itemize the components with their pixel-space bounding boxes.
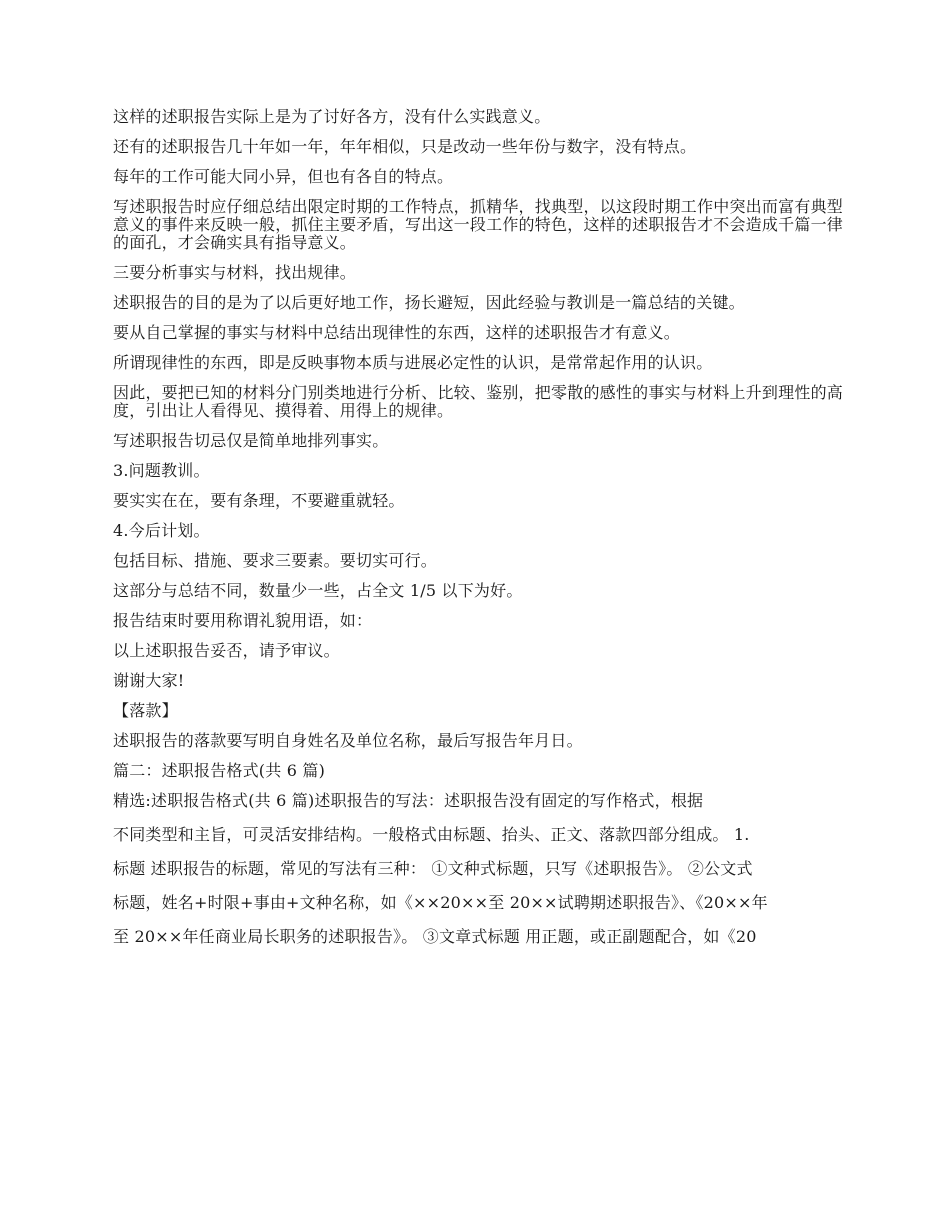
paragraph: 所谓现律性的东西，即是反映事物本质与进展必定性的认识，是常常起作用的认识。 <box>113 353 713 372</box>
section-heading: 4.今后计划。 <box>113 521 210 540</box>
paragraph: 因此，要把已知的材料分门别类地进行分析、比较、鉴别，把零散的感性的事实与材料上升到理性的高度，引出让人看得见、摸得着、用得上的规律。 <box>113 383 843 420</box>
paragraph: 写述职报告切忌仅是简单地排列事实。 <box>113 431 389 450</box>
section-heading: 3.问题教训。 <box>113 461 210 480</box>
paragraph: 至 20××年任商业局长职务的述职报告》。 ③文章式标题 用正题，或正副题配合，如《20 <box>113 927 757 946</box>
document-page <box>113 108 843 962</box>
paragraph: 谢谢大家! <box>113 671 185 690</box>
section-heading: 【落款】 <box>113 701 178 720</box>
paragraph: 还有的述职报告几十年如一年，年年相似，只是改动一些年份与数字，没有特点。 <box>113 137 697 156</box>
paragraph: 这样的述职报告实际上是为了讨好各方，没有什么实践意义。 <box>113 107 551 126</box>
paragraph: 这部分与总结不同，数量少一些，占全文 1/5 以下为好。 <box>113 581 523 600</box>
paragraph: 包括目标、措施、要求三要素。要切实可行。 <box>113 551 438 570</box>
paragraph: 以上述职报告妥否，请予审议。 <box>113 641 340 660</box>
paragraph: 精选:述职报告格式(共 6 篇)述职报告的写法：述职报告没有固定的写作格式，根据 <box>113 791 704 810</box>
paragraph: 报告结束时要用称谓礼貌用语，如： <box>113 611 373 630</box>
paragraph: 不同类型和主旨，可灵活安排结构。一般格式由标题、抬头、正文、落款四部分组成。 1. <box>113 825 750 844</box>
paragraph: 三要分析事实与材料，找出规律。 <box>113 263 357 282</box>
paragraph: 要从自己掌握的事实与材料中总结出现律性的东西，这样的述职报告才有意义。 <box>113 323 681 342</box>
article-heading: 篇二：述职报告格式(共 6 篇) <box>113 761 326 780</box>
paragraph: 述职报告的落款要写明自身姓名及单位名称，最后写报告年月日。 <box>113 731 583 750</box>
paragraph: 标题，姓名+时限+事由+文种名称，如《××20××至 20××试聘期述职报告》、《20××年 <box>113 893 768 912</box>
paragraph: 标题 述职报告的标题，常见的写法有三种： ①文种式标题，只写《述职报告》。 ②公文式 <box>113 859 753 878</box>
paragraph: 每年的工作可能大同小异，但也有各自的特点。 <box>113 167 454 186</box>
paragraph: 写述职报告时应仔细总结出限定时期的工作特点，抓精华，找典型，以这段时期工作中突出而富有典型意义的事件来反映一般，抓住主要矛盾，写出这一段工作的特色，这样的述职报告才不会造成千篇一律的面孔，才会确实具有指导意义。 <box>113 197 843 252</box>
paragraph: 述职报告的目的是为了以后更好地工作，扬长避短，因此经验与教训是一篇总结的关键。 <box>113 293 745 312</box>
paragraph: 要实实在在，要有条理，不要避重就轻。 <box>113 491 405 510</box>
